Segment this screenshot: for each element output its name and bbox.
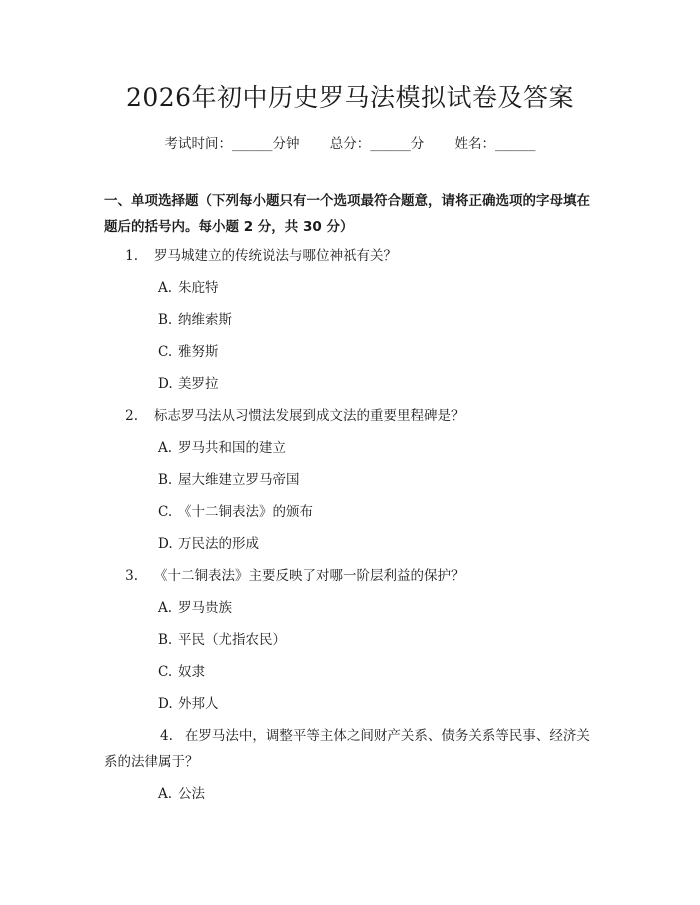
option-1d [104, 371, 598, 397]
option-3d [104, 691, 598, 717]
question-number: 4. [160, 728, 173, 744]
option-letter: B. [158, 312, 173, 328]
question-list [104, 243, 598, 807]
option-letter: D. [158, 536, 173, 552]
exam-name: 姓名：______ [454, 136, 536, 152]
option-text: 平民（尤指农民） [178, 632, 286, 648]
exam-info [0, 132, 700, 152]
option-letter: A. [158, 786, 173, 802]
option-letter: A. [158, 280, 173, 296]
page-title: 2026年初中历史罗马法模拟试卷及答案 [125, 83, 575, 112]
option-text: 罗马贵族 [178, 600, 232, 616]
option-3b [104, 627, 598, 653]
question-number: 2. [125, 408, 138, 424]
option-text: 奴隶 [178, 664, 205, 680]
option-text: 罗马共和国的建立 [178, 440, 286, 456]
question-number: 3. [125, 568, 138, 584]
question-text: 罗马城建立的传统说法与哪位神祇有关？ [154, 248, 397, 264]
option-text: 美罗拉 [178, 376, 219, 392]
option-2a [104, 435, 598, 461]
option-letter: B. [158, 472, 173, 488]
option-2b [104, 467, 598, 493]
option-letter: B. [158, 632, 173, 648]
option-letter: C. [158, 344, 173, 360]
option-2d [104, 531, 598, 557]
option-text: 公法 [178, 786, 205, 802]
option-text: 纳维索斯 [178, 312, 232, 328]
option-letter: D. [158, 376, 173, 392]
question-2 [104, 403, 598, 429]
question-4 [104, 723, 598, 775]
option-text: 万民法的形成 [178, 536, 259, 552]
option-text: 外邦人 [178, 696, 219, 712]
question-1 [104, 243, 598, 269]
option-1b [104, 307, 598, 333]
question-text: 标志罗马法从习惯法发展到成文法的重要里程碑是？ [154, 408, 465, 424]
section-heading: 一、单项选择题（下列每小题只有一个选项最符合题意，请将正确选项的字母填在题后的括号内。每小题 2 分，共 30 分） [104, 193, 590, 235]
option-2c [104, 499, 598, 525]
question-text: 在罗马法中，调整平等主体之间财产关系、债务关系等民事、经济关系的法律属于？ [104, 728, 590, 770]
option-1c [104, 339, 598, 365]
option-letter: C. [158, 504, 173, 520]
option-1a [104, 275, 598, 301]
exam-time: 考试时间：______分钟 [164, 136, 300, 152]
option-text: 朱庇特 [178, 280, 219, 296]
option-letter: A. [158, 440, 173, 456]
question-number: 1. [125, 248, 138, 264]
exam-score: 总分：______分 [329, 136, 425, 152]
question-3 [104, 563, 598, 589]
option-3a [104, 595, 598, 621]
question-text: 《十二铜表法》主要反映了对哪一阶层利益的保护？ [154, 568, 465, 584]
option-letter: D. [158, 696, 173, 712]
option-text: 雅努斯 [178, 344, 219, 360]
option-text: 屋大维建立罗马帝国 [178, 472, 300, 488]
option-letter: C. [158, 664, 173, 680]
option-4a [104, 781, 598, 807]
option-text: 《十二铜表法》的颁布 [178, 504, 313, 520]
option-3c [104, 659, 598, 685]
option-letter: A. [158, 600, 173, 616]
